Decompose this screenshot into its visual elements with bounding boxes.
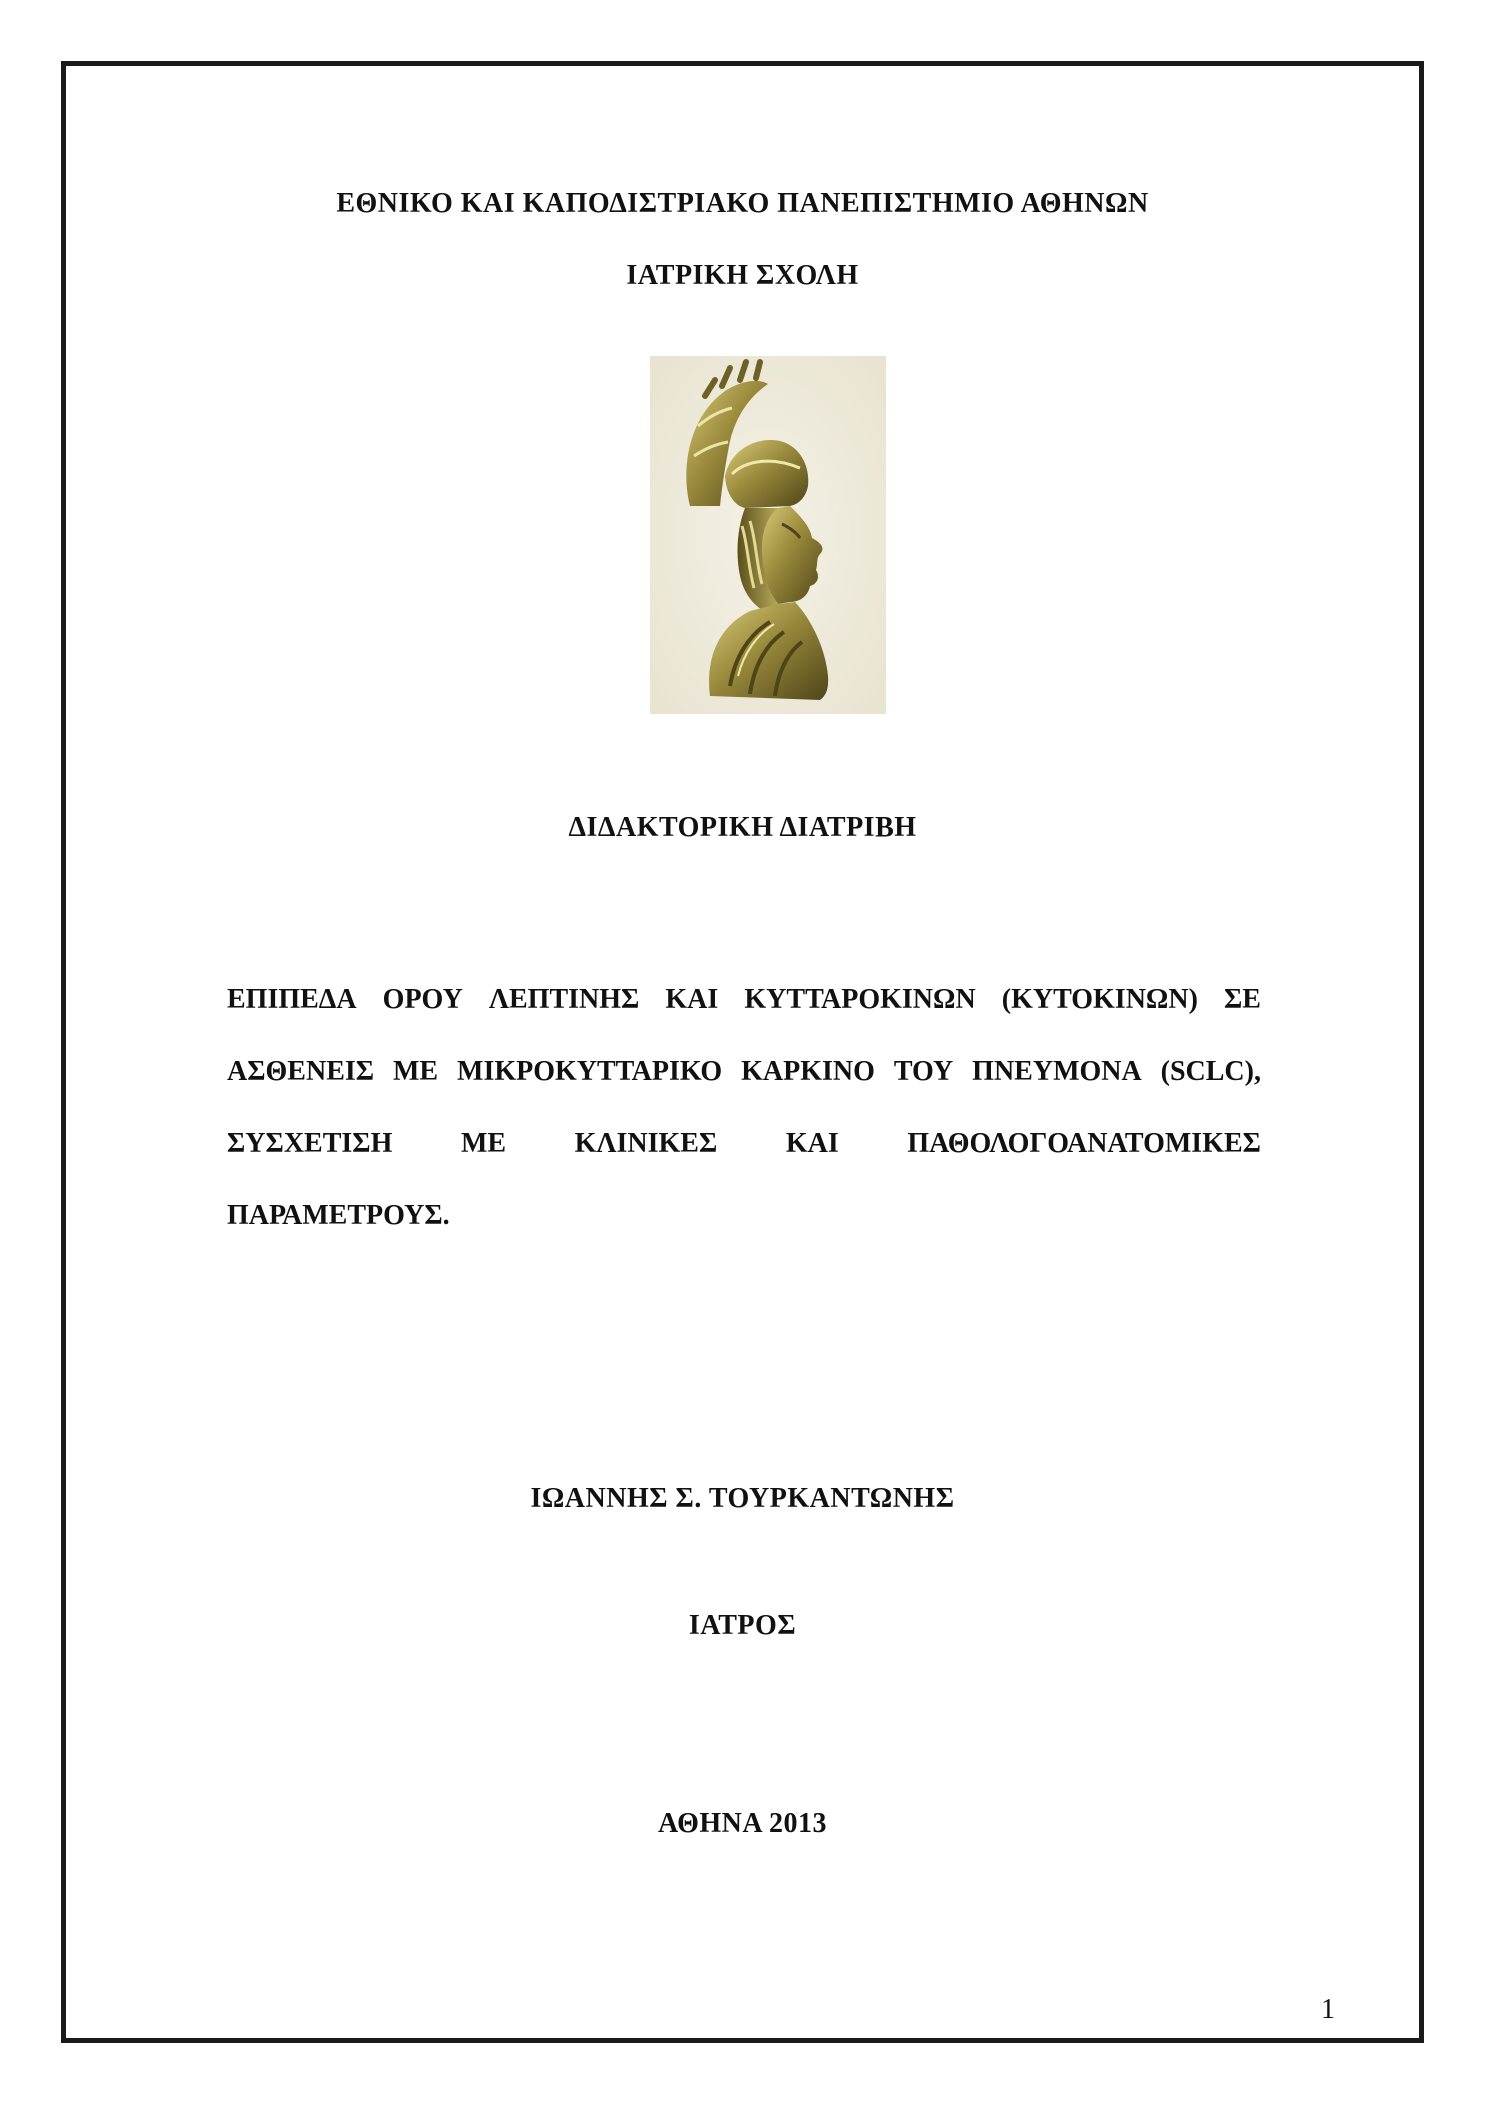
title-line-2 <box>227 1056 1261 1088</box>
title-word: (SCLC), <box>1160 1056 1261 1087</box>
athena-helmet-emblem-icon <box>650 356 886 714</box>
title-word: ΚΑΙ <box>665 984 719 1015</box>
title-line-4 <box>227 1200 1261 1232</box>
page-number: 1 <box>1321 1994 1335 2025</box>
author-profession: ΙΑΤΡΟΣ <box>688 1610 797 1641</box>
title-line-1 <box>227 984 1261 1016</box>
title-word: (ΚΥΤΟΚΙΝΩΝ) <box>1001 984 1198 1015</box>
place-and-year: ΑΘΗΝΑ 2013 <box>657 1808 828 1839</box>
title-word: ΠΝΕΥΜΟΝΑ <box>972 1056 1142 1087</box>
title-word: ΚΥΤΤΑΡΟΚΙΝΩΝ <box>744 984 976 1015</box>
title-word: ΣΥΣΧΕΤΙΣΗ <box>227 1128 393 1159</box>
university-name: ΕΘΝΙΚΟ ΚΑΙ ΚΑΠΟΔΙΣΤΡΙΑΚΟ ΠΑΝΕΠΙΣΤΗΜΙΟ ΑΘΗΝΩΝ <box>336 188 1149 219</box>
title-line-3 <box>227 1128 1261 1160</box>
author-name: ΙΩΑΝΝΗΣ Σ. ΤΟΥΡΚΑΝΤΩΝΗΣ <box>530 1483 955 1514</box>
title-word: ΤΟΥ <box>893 1056 954 1087</box>
title-word: ΜΙΚΡΟΚΥΤΤΑΡΙΚΟ <box>457 1056 723 1087</box>
title-word: ΚΛΙΝΙΚΕΣ <box>574 1128 718 1159</box>
title-word: ΕΠΙΠΕΔΑ <box>227 984 357 1015</box>
thesis-type: ΔΙΔΑΚΤΟΡΙΚΗ ΔΙΑΤΡΙΒΗ <box>568 812 917 843</box>
title-word: ΠΑΘΟΛΟΓΟΑΝΑΤΟΜΙΚΕΣ <box>907 1128 1261 1159</box>
title-word: ΚΑΙ <box>785 1128 839 1159</box>
title-word: ΚΑΡΚΙΝΟ <box>741 1056 875 1087</box>
title-word: ΜΕ <box>460 1128 507 1159</box>
page-border <box>61 61 1424 2043</box>
title-word: ΣΕ <box>1223 984 1261 1015</box>
title-word: ΑΣΘΕΝΕΙΣ <box>227 1056 375 1087</box>
title-word: ΛΕΠΤΙΝΗΣ <box>488 984 640 1015</box>
school-name: ΙΑΤΡΙΚΗ ΣΧΟΛΗ <box>626 260 859 291</box>
title-word: ΠΑΡΑΜΕΤΡΟΥΣ. <box>227 1200 450 1231</box>
title-word: ΜΕ <box>393 1056 439 1087</box>
title-word: ΟΡΟΥ <box>382 984 463 1015</box>
